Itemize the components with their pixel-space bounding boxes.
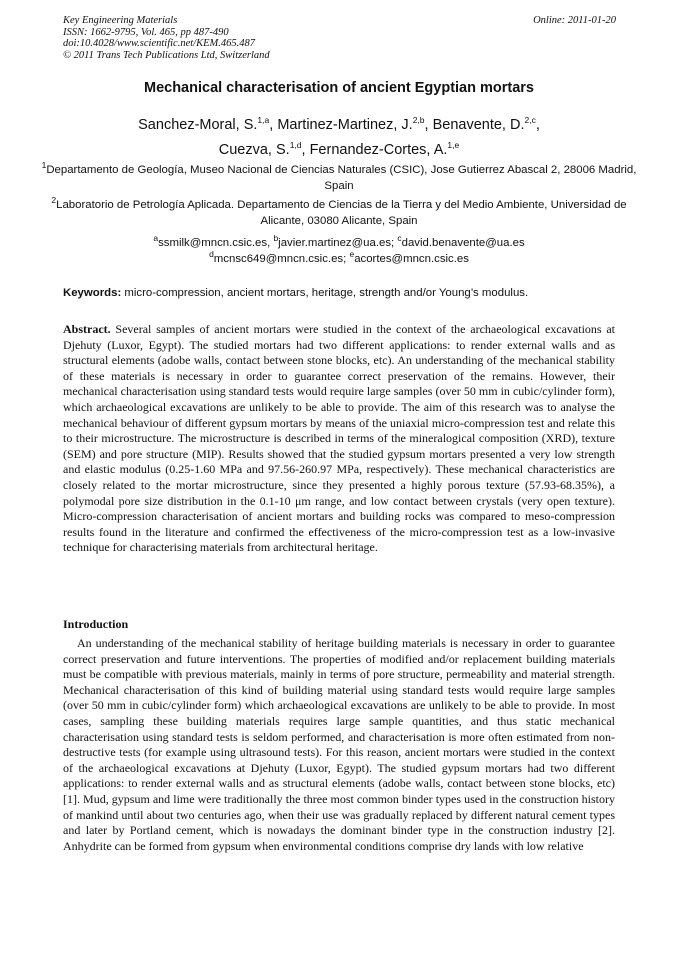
author-name: Sanchez-Moral, S. — [138, 117, 258, 133]
author-line-2: Cuezva, S.$^{1,d}$, Fernandez-Cortes, A.$^{1,e}$ — [218, 140, 460, 158]
author-sup: 1,a — [257, 115, 270, 126]
email-link[interactable]: ssmilk@mncn.csic.es — [158, 237, 268, 249]
online-date: Online: 2011-01-20 — [533, 15, 616, 26]
abstract-label: Abstract. — [63, 322, 111, 336]
author-sup: 1,d — [289, 140, 302, 151]
issn-line: ISSN: 1662-9795, Vol. 465, pp 487-490 — [63, 26, 229, 38]
author-name: Fernandez-Cortes, A. — [309, 142, 448, 158]
email-sup: b — [273, 233, 279, 244]
abstract — [63, 322, 615, 556]
author-sup: 1,e — [447, 140, 460, 151]
author-sup: 2,b — [412, 115, 425, 126]
email-sup: d — [209, 248, 214, 259]
email-sup: e — [349, 248, 355, 259]
journal-header — [63, 15, 270, 61]
author-sup: 2,c — [524, 115, 536, 126]
affiliation-text: Departamento de Geología, Museo Nacional de Ciencias Naturales (CSIC), Jose Gutierrez Abascal 2, 28006 Madrid, Spain — [46, 164, 637, 192]
email-line-2: $^d$mcnsc649@mncn.csic.es; $^e$acortes@mncn.csic.es — [209, 248, 469, 265]
author-name: Cuezva, S. — [218, 142, 290, 158]
email-sup: a — [153, 233, 159, 244]
email-list — [0, 233, 678, 267]
paper-title: Mechanical characterisation of ancient Egyptian mortars — [143, 80, 534, 96]
affiliation-text: Laboratorio de Petrología Aplicada. Departamento de Ciencias de la Tierra y del Medio Ambiente, Universidad de Alicante, 03080 Alicante, Spain — [56, 199, 627, 227]
keywords-label: Keywords: — [63, 287, 122, 299]
author-name: Martinez-Martinez, J. — [277, 117, 413, 133]
email-link[interactable]: mcnsc649@mncn.csic.es — [213, 252, 344, 265]
journal-name: Key Engineering Materials — [63, 15, 178, 26]
affiliation-2 — [40, 195, 638, 229]
introduction-heading: Introduction — [63, 617, 129, 631]
email-link[interactable]: david.benavente@ua.es — [401, 237, 525, 249]
affiliation-sup: 2 — [51, 195, 57, 206]
doi-line: doi:10.4028/www.scientific.net/KEM.465.487 — [63, 38, 255, 50]
keywords — [63, 287, 615, 299]
email-link[interactable]: javier.martinez@ua.es — [278, 237, 392, 249]
affiliation-sup: 1 — [41, 160, 47, 171]
email-sup: c — [397, 233, 402, 244]
affiliation-1 — [40, 160, 638, 194]
keywords-text: micro-compression, ancient mortars, heritage, strength and/or Young’s modulus. — [124, 287, 529, 299]
introduction-text: An understanding of the mechanical stability of heritage building materials is necessary in order to guarantee correct preservation and future interventions. The properties of modified and/or replacement building materials must be compatible with previous materials, mainly in terms of pore structure, permeability and material strength. Mechanical characterisation of this kind of building material using standard tests would require large samples (over 50 mm in cubic/cylinder form) which archaeological excavations are unlikely to be able to provide. In most cases, sampling these building materials requires large sample quantities, and thus static mechanical characterisation using standard tests is seldom performed, and characterisation is more often estimated from non-destructive tests (for example using ultrasound tests). For this reason, ancient mortars were studied in the context of the archaeological excavations at Djehuty (Luxor, Egypt). The studied gypsum mortars had two different applications: to render external walls and as structural elements (adobe walls, contact between stone blocks, etc) [1]. Mud, gypsum and lime were traditionally the three most common binder types used in the construction history of mankind until about two centuries ago, when their use was gradually replaced by different natural cement types and later by Portland cement, which is nowadays the dominant binder type in the construction industry [2]. Anhydrite can be formed from gypsum when environmental conditions comprise dry lands with low relative — [63, 636, 615, 853]
email-link[interactable]: acortes@mncn.csic.es — [354, 252, 469, 265]
email-line-1: $^a$ssmilk@mncn.csic.es, $^b$javier.martinez@ua.es; $^c$david.benavente@ua.es — [153, 233, 525, 249]
author-list — [0, 113, 678, 163]
copyright-line: © 2011 Trans Tech Publications Ltd, Switzerland — [63, 49, 270, 61]
author-name: Benavente, D. — [432, 117, 525, 133]
author-line-1: Sanchez-Moral, S.$^{1,a}$, Martinez-Martinez, J.$^{2,b}$, Benavente, D.$^{2,c}$, — [138, 115, 540, 133]
abstract-text: Several samples of ancient mortars were studied in the context of the archaeological excavations at Djehuty (Luxor, Egypt). The studied mortars had two different applications: to render external walls and as structural elements (adobe walls, contact between stone blocks, etc). An understanding of the mechanical stability of these materials is necessary in order to guarantee correct preservation of the remains. However, their mechanical characterisation using standard tests would require large samples (over 50 mm in cubic/cylinder form), which archaeological excavations are unlikely to be able to provide. The aim of this research was to analyse the mechanical behaviour of different gypsum mortars by means of the uniaxial micro-compression test and relate this to their microstructure. The microstructure is described in terms of the mineralogical composition (XRD), texture (SEM) and pore structure (MIP). Results showed that the studied gypsum mortars presented a very low strength and elastic modulus (0.25-1.60 MPa and 97.56-260.97 MPa, respectively). These mechanical characteristics are closely related to the mortar microstructure, since they presented a highly porous texture (57.93-68.35%), a polymodal pore size distribution in the 0.1-10 μm range, and low contact between crystals (very open texture). Micro-compression characterisation of ancient mortars and building rocks was compared to meso-compression results found in the literature and confirmed the effectiveness of the micro-compression test as a low-invasive technique for characterising materials from architectural heritage. — [63, 322, 615, 555]
